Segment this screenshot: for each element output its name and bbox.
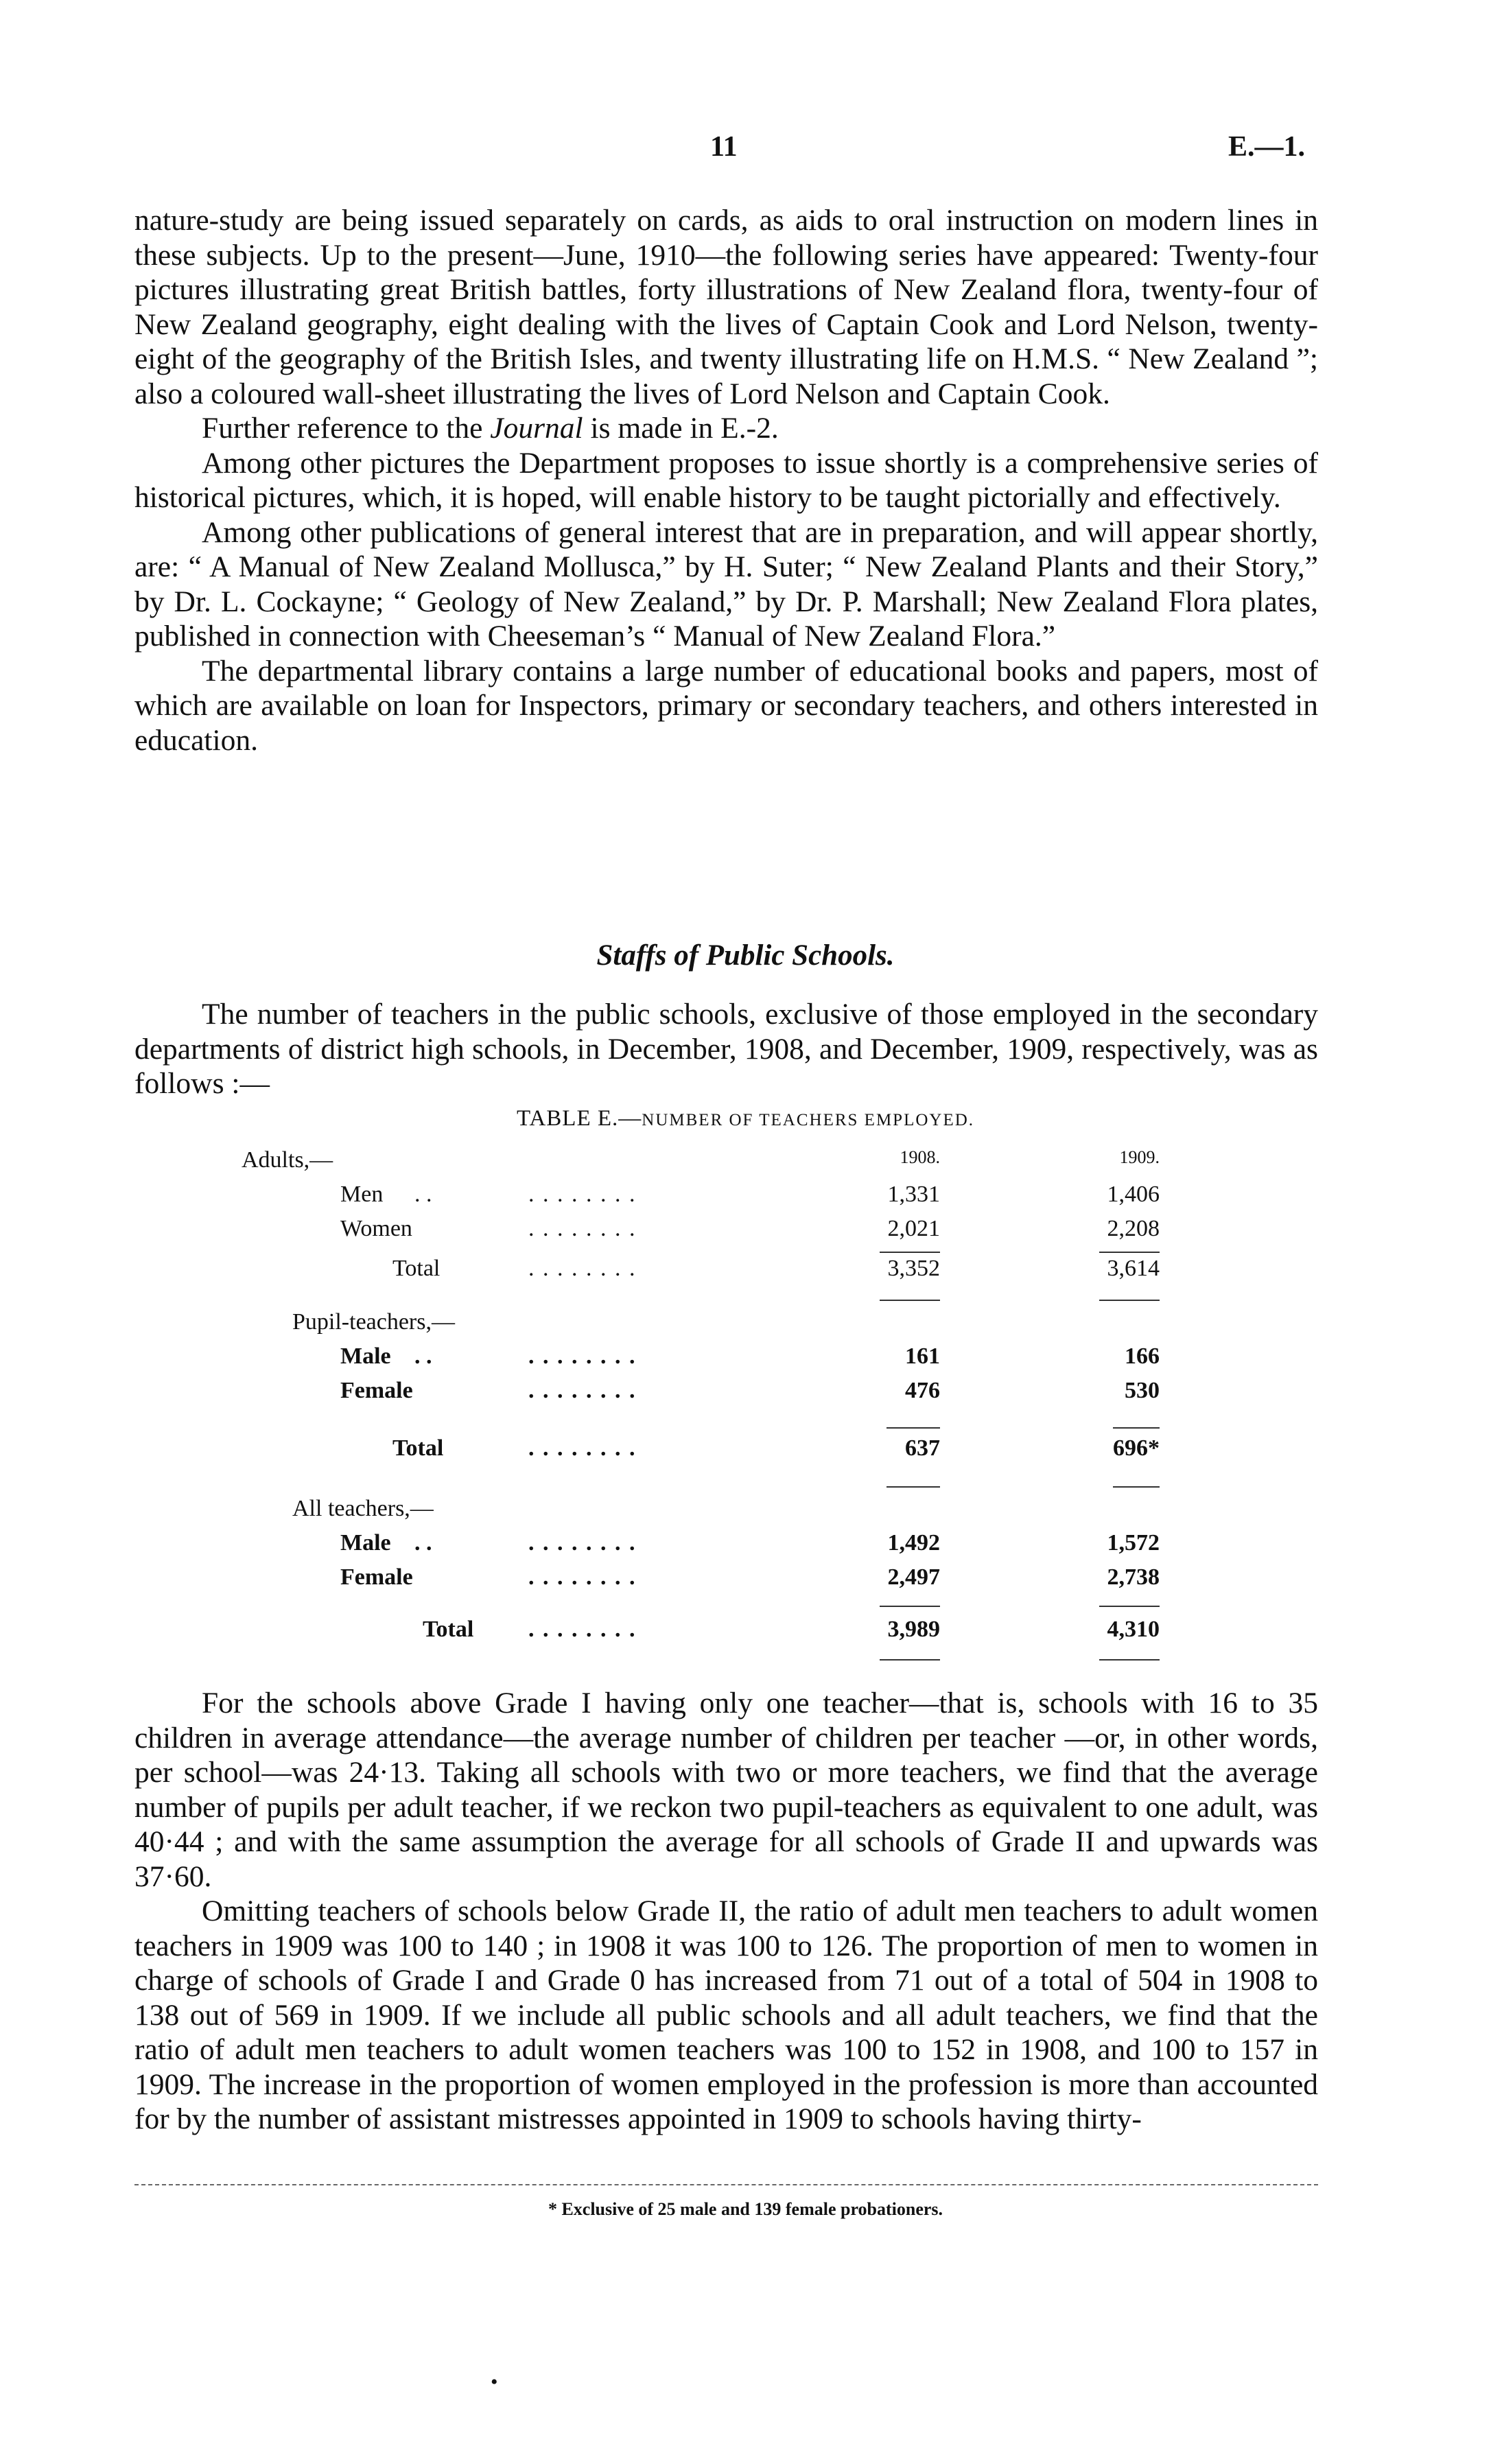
journal-text-after: is made in E.-2. <box>583 412 779 445</box>
page-number: 11 <box>710 131 738 163</box>
leader-dots: . . . . . . . . <box>528 1256 637 1281</box>
table-row <box>0 1496 1491 1530</box>
paragraph-ratio-men-women: Omitting teachers of schools below Grade II, the ratio of adult men teachers to adult women teachers in 1909 was 100 to 140 ; in 1908 it was 100 to 126. The proportion of men to women in charge of schools of Grade I and Grade 0 has increased from 71 out of a total of 504 in 1908 to 138 out of 569 in 1909. If we include all public schools and all adult teachers, we find that the ratio of adult men teachers to adult women teachers was 100 to 152 in 1908, and 100 to 157 in 1909. The increase in the proportion of women employed in the profession is more than accounted for by the number of assistant mistresses appointed in 1909 to schools having thirty- <box>134 1894 1318 2135</box>
leader-dots: . . . . . . . . <box>528 1530 637 1556</box>
leader-dots: . . . . . . . . <box>528 1617 637 1642</box>
rule <box>1099 1300 1160 1301</box>
paragraph-average-attendance: For the schools above Grade I having only one teacher—that is, schools with 16 to 35 children in average attendance—the average number of children per teacher —or, in other words, per school—was 24·13. Taking all schools with two or more teachers, we find that the average number of pupils per adult teacher, if we reckon two pupil-teachers as equivalent to one adult, was 40·44 ; and with the same assumption the average for all schools of Grade II and upwards was 37·60. <box>134 1687 1318 1893</box>
table-row <box>0 1617 1491 1651</box>
rule <box>1113 1427 1160 1429</box>
rule <box>1099 1659 1160 1661</box>
table-row <box>0 1530 1491 1564</box>
cell-1908: 1,492 <box>887 1530 940 1556</box>
cell-1909: 696* <box>1113 1435 1160 1461</box>
cell-1909: 4,310 <box>1107 1617 1160 1642</box>
table-title-prefix: TABLE E.— <box>516 1106 642 1131</box>
stray-mark: • <box>491 2371 498 2393</box>
leader-dots: . . . . . . . . <box>528 1435 637 1461</box>
table-row <box>0 1564 1491 1599</box>
row-label: Men <box>340 1182 384 1207</box>
column-header-1909: 1909. <box>1119 1147 1160 1167</box>
rule <box>1099 1606 1160 1607</box>
table-title-rest: NUMBER OF TEACHERS EMPLOYED. <box>642 1111 975 1129</box>
document-reference: E.—1. <box>1228 131 1306 163</box>
table-row <box>0 1309 1491 1344</box>
leader-dots: . . <box>414 1530 432 1556</box>
footnote: * Exclusive of 25 male and 139 female probationers. <box>548 2199 943 2219</box>
cell-1908: 161 <box>905 1344 940 1369</box>
cell-1908: 2,021 <box>887 1216 940 1241</box>
cell-1909: 2,208 <box>1107 1216 1160 1241</box>
cell-1909: 2,738 <box>1107 1564 1160 1590</box>
section-title: Staffs of Public Schools. <box>596 939 895 972</box>
body-text-top <box>134 203 1318 758</box>
rule <box>880 1300 940 1301</box>
leader-dots: . . . . . . . . <box>528 1344 637 1369</box>
cell-1908: 637 <box>905 1435 940 1461</box>
journal-title: Journal <box>490 412 583 445</box>
cell-1909: 530 <box>1125 1378 1160 1403</box>
group-heading-pupil-teachers: Pupil-teachers,— <box>292 1309 455 1335</box>
rule <box>880 1606 940 1607</box>
cell-1909: 1,572 <box>1107 1530 1160 1556</box>
paragraph-journal-reference <box>134 411 1318 446</box>
cell-1909: 166 <box>1125 1344 1160 1369</box>
section-intro-block <box>134 997 1318 1101</box>
table-row <box>0 1147 1491 1182</box>
body-text-bottom <box>134 1686 1318 2137</box>
table-title <box>0 1106 1491 1131</box>
total-label: Total <box>392 1435 444 1461</box>
section-intro: The number of teachers in the public schools, exclusive of those employed in the secondary departments of district high schools, in December, 1908, and December, 1909, respectively, was as follows :— <box>134 998 1318 1100</box>
table-row <box>0 1256 1491 1290</box>
cell-1908: 476 <box>905 1378 940 1403</box>
total-label: Total <box>423 1617 474 1642</box>
leader-dots: . . . . . . . . <box>528 1564 637 1590</box>
group-heading-all-teachers: All teachers,— <box>292 1496 434 1521</box>
paragraph-publications: Among other publications of general interest that are in preparation, and will appear shortly, are: “ A Manual of New Zealand Mollusca,” by H. Suter; “ New Zealand Plants and their Story,” by Dr. L. Cockayne; “ Geology of New Zealand,” by Dr. P. Marshall; New Zealand Flora plates, published in connection with Cheeseman’s “ Manual of New Zealand Flora.” <box>134 515 1318 653</box>
rule <box>887 1427 940 1429</box>
total-label: Total <box>392 1256 441 1281</box>
rule <box>880 1252 940 1253</box>
table-row <box>0 1378 1491 1412</box>
journal-text-before: Further reference to the <box>202 412 491 445</box>
cell-1909: 1,406 <box>1107 1182 1160 1207</box>
row-label: Female <box>340 1564 413 1590</box>
footnote-rule <box>134 2184 1318 2185</box>
rule <box>880 1659 940 1661</box>
cell-1908: 1,331 <box>887 1182 940 1207</box>
cell-1909: 3,614 <box>1107 1256 1160 1281</box>
leader-dots: . . . . . . . . <box>528 1378 637 1403</box>
leader-dots: . . <box>414 1344 432 1369</box>
leader-dots: . . . . . . . . <box>528 1182 637 1207</box>
row-label: Female <box>340 1378 413 1403</box>
paragraph-nature-study: nature-study are being issued separately on cards, as aids to oral instruction on modern lines in these subjects. Up to the present—June, 1910—the following series have appeared: Twenty-four pictures illustrating great British battles, forty illustrations of New Zealand flora, twenty-four of New Zealand geography, eight dealing with the lives of Captain Cook and Lord Nelson, twenty-eight of the geography of the British Isles, and twenty illustrating life on H.M.S. “ New Zealand ”; also a coloured wall-sheet illustrating the lives of Lord Nelson and Captain Cook. <box>134 204 1318 410</box>
rule <box>887 1486 940 1488</box>
group-heading-adults: Adults,— <box>242 1147 333 1173</box>
cell-1908: 2,497 <box>887 1564 940 1590</box>
table-row <box>0 1216 1491 1250</box>
rule <box>1113 1486 1160 1488</box>
row-label: Male <box>340 1344 391 1369</box>
paragraph-historical-pictures: Among other pictures the Department proposes to issue shortly is a comprehensive series of historical pictures, which, it is hoped, will enable history to be taught pictorially and effectively. <box>134 446 1318 514</box>
row-label: Women <box>340 1216 412 1241</box>
paragraph-library: The departmental library contains a large number of educational books and papers, most of which are available on loan for Inspectors, primary or secondary teachers, and others interested in education. <box>134 654 1318 757</box>
cell-1908: 3,352 <box>887 1256 940 1281</box>
rule <box>1099 1252 1160 1253</box>
leader-dots: . . <box>414 1182 432 1207</box>
table-row <box>0 1435 1491 1470</box>
column-header-1908: 1908. <box>900 1147 940 1167</box>
leader-dots: . . . . . . . . <box>528 1216 637 1241</box>
table-row <box>0 1344 1491 1378</box>
table-row <box>0 1182 1491 1216</box>
row-label: Male <box>340 1530 391 1556</box>
cell-1908: 3,989 <box>887 1617 940 1642</box>
